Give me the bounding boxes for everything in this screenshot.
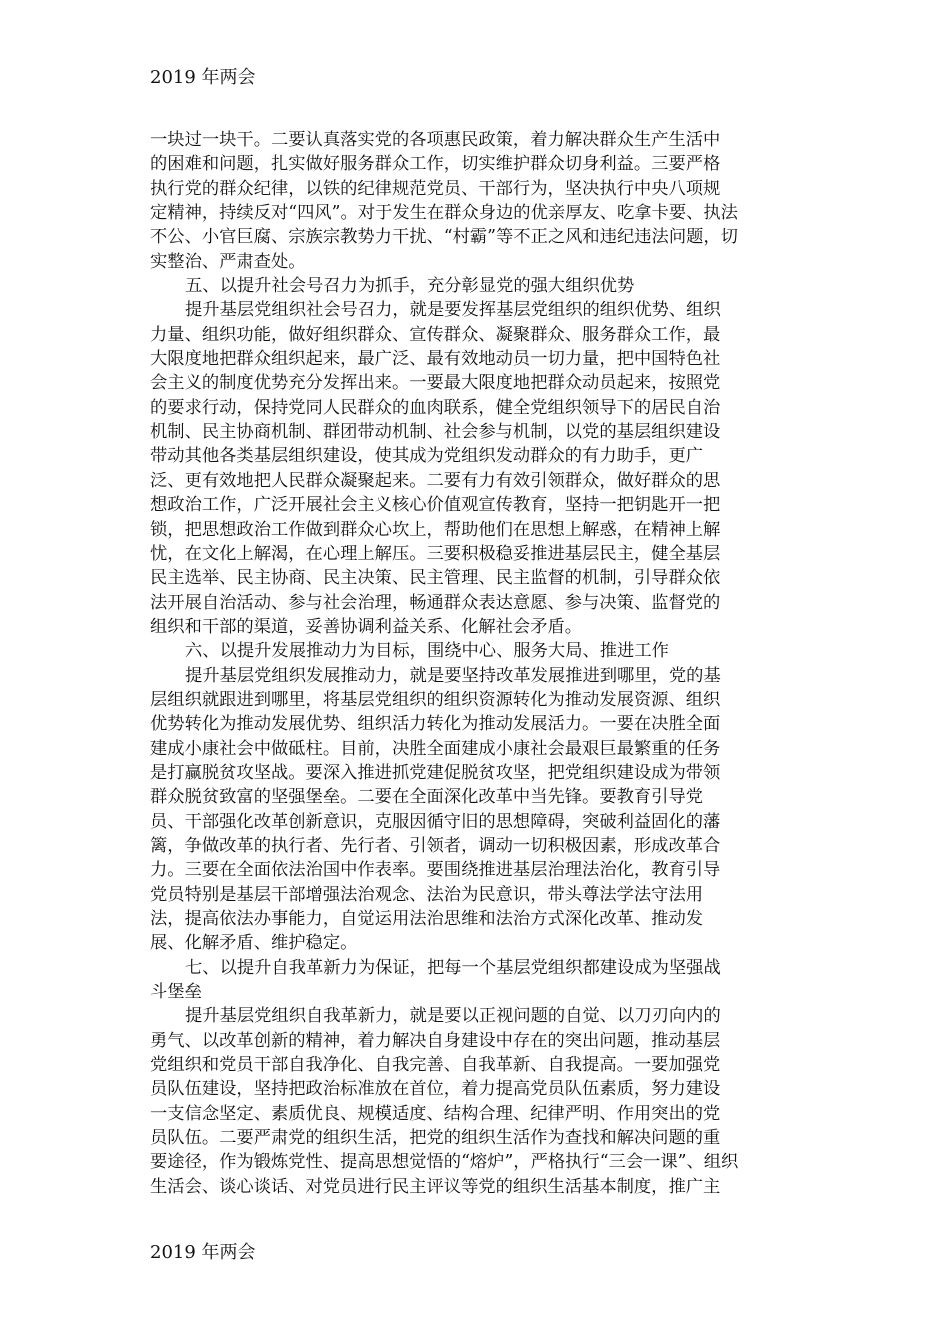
text-line: 层组织就跟进到哪里，将基层党组织的组织资源转化为推动发展资源、组织 [150,689,721,710]
text-line: 提升基层党组织自我革新力，就是要以正视问题的自觉、以刀刃向内的 [185,1006,721,1027]
text-line: 员队伍。二要严肃党的组织生活，把党的组织生活作为查找和解决问题的重 [150,1128,721,1149]
text-line: 定精神，持续反对“四风”。对于发生在群众身边的优亲厚友、吃拿卡要、执法 [150,203,738,224]
text-line: 斗堡垒 [150,982,202,1003]
text-line: 勇气、以改革创新的精神，着力解决自身建设中存在的突出问题，推动基层 [150,1030,721,1051]
text-line: 党员特别是基层干部增强法治观念、法治为民意识，带头尊法学法守法用 [150,884,704,905]
text-line: 法开展自治活动、参与社会治理，畅通群众表达意愿、参与决策、监督党的 [150,592,721,613]
text-line: 五、以提升社会号召力为抓手，充分彰显党的强大组织优势 [185,276,635,297]
text-line: 带动其他各类基层组织建设，使其成为党组织发动群众的有力助手，更广 [150,446,704,467]
text-line: 法，提高依法办事能力，自觉运用法治思维和法治方式深化改革、推动发 [150,909,704,929]
text-line: 不公、小官巨腐、宗族宗教势力干扰、“村霸”等不正之风和违纪违法问题，切 [150,227,738,248]
text-line: 执行党的群众纪律，以铁的纪律规范党员、干部行为，坚决执行中央八项规 [150,178,721,199]
text-line: 展、化解矛盾、维护稳定。 [150,933,358,954]
text-line: 一支信念坚定、素质优良、规模适度、结构合理、纪律严明、作用突出的党 [150,1103,721,1124]
text-line: 泛、更有效地把人民群众凝聚起来。二要有力有效引领群众，做好群众的思 [150,470,721,491]
text-line: 机制、民主协商机制、群团带动机制、社会参与机制，以党的基层组织建设 [150,422,721,443]
text-line: 锁，把思想政治工作做到群众心坎上，帮助他们在思想上解惑，在精神上解 [150,519,721,540]
document-body [150,128,802,1199]
text-line: 生活会、谈心谈话、对党员进行民主评议等党的组织生活基本制度，推广主 [150,1176,721,1197]
text-line: 想政治工作，广泛开展社会主义核心价值观宣传教育，坚持一把钥匙开一把 [150,495,721,516]
text-line: 群众脱贫致富的坚强堡垒。二要在全面深化改革中当先锋。要教育引导党 [150,787,704,808]
text-line: 一块过一块干。二要认真落实党的各项惠民政策，着力解决群众生产生活中 [150,130,721,150]
text-line: 民主选举、民主协商、民主决策、民主管理、民主监督的机制，引导群众依 [150,568,721,589]
page-header: 2019 年两会 [150,67,256,88]
text-line: 忧，在文化上解渴，在心理上解压。三要积极稳妥推进基层民主，健全基层 [150,543,721,564]
text-line: 实整治、严肃查处。 [150,251,306,272]
text-line: 篱，争做改革的执行者、先行者、引领者，调动一切积极因素，形成改革合 [150,835,721,856]
text-line: 是打赢脱贫攻坚战。要深入推进抓党建促脱贫攻坚，把党组织建设成为带领 [150,762,721,783]
text-line: 七、以提升自我革新力为保证，把每一个基层党组织都建设成为坚强战 [185,957,721,978]
text-line: 力量、组织功能，做好组织群众、宣传群众、凝聚群众、服务群众工作，最 [150,324,721,345]
text-line: 会主义的制度优势充分发挥出来。一要最大限度地把群众动员起来，按照党 [150,373,721,394]
text-line: 六、以提升发展推动力为目标，围绕中心、服务大局、推进工作 [185,641,669,662]
text-line: 员、干部强化改革创新意识，克服因循守旧的思想障碍，突破利益固化的藩 [150,811,721,832]
text-line: 的困难和问题，扎实做好服务群众工作，切实维护群众切身利益。三要严格 [150,154,721,175]
text-line: 的要求行动，保持党同人民群众的血肉联系，健全党组织领导下的居民自治 [150,397,721,418]
text-line: 要途径，作为锻炼党性、提高思想觉悟的“熔炉”，严格执行“三会一课”、组织 [150,1152,739,1173]
text-line: 优势转化为推动发展优势、组织活力转化为推动发展活力。一要在决胜全面 [150,714,721,735]
text-line: 提升基层党组织社会号召力，就是要发挥基层党组织的组织优势、组织 [185,300,721,321]
text-line: 建成小康社会中做砥柱。目前，决胜全面建成小康社会最艰巨最繁重的任务 [150,738,721,759]
text-line: 提升基层党组织发展推动力，就是要坚持改革发展推进到哪里，党的基 [185,665,721,686]
page-footer: 2019 年两会 [150,1242,256,1263]
text-line: 员队伍建设，坚持把政治标准放在首位，着力提高党员队伍素质，努力建设 [150,1079,721,1100]
text-line: 组织和干部的渠道，妥善协调利益关系、化解社会矛盾。 [150,616,583,637]
text-line: 大限度地把群众组织起来，最广泛、最有效地动员一切力量，把中国特色社 [150,349,721,370]
text-line: 党组织和党员干部自我净化、自我完善、自我革新、自我提高。一要加强党 [150,1055,721,1076]
text-line: 力。三要在全面依法治国中作表率。要围绕推进基层治理法治化，教育引导 [150,860,721,881]
